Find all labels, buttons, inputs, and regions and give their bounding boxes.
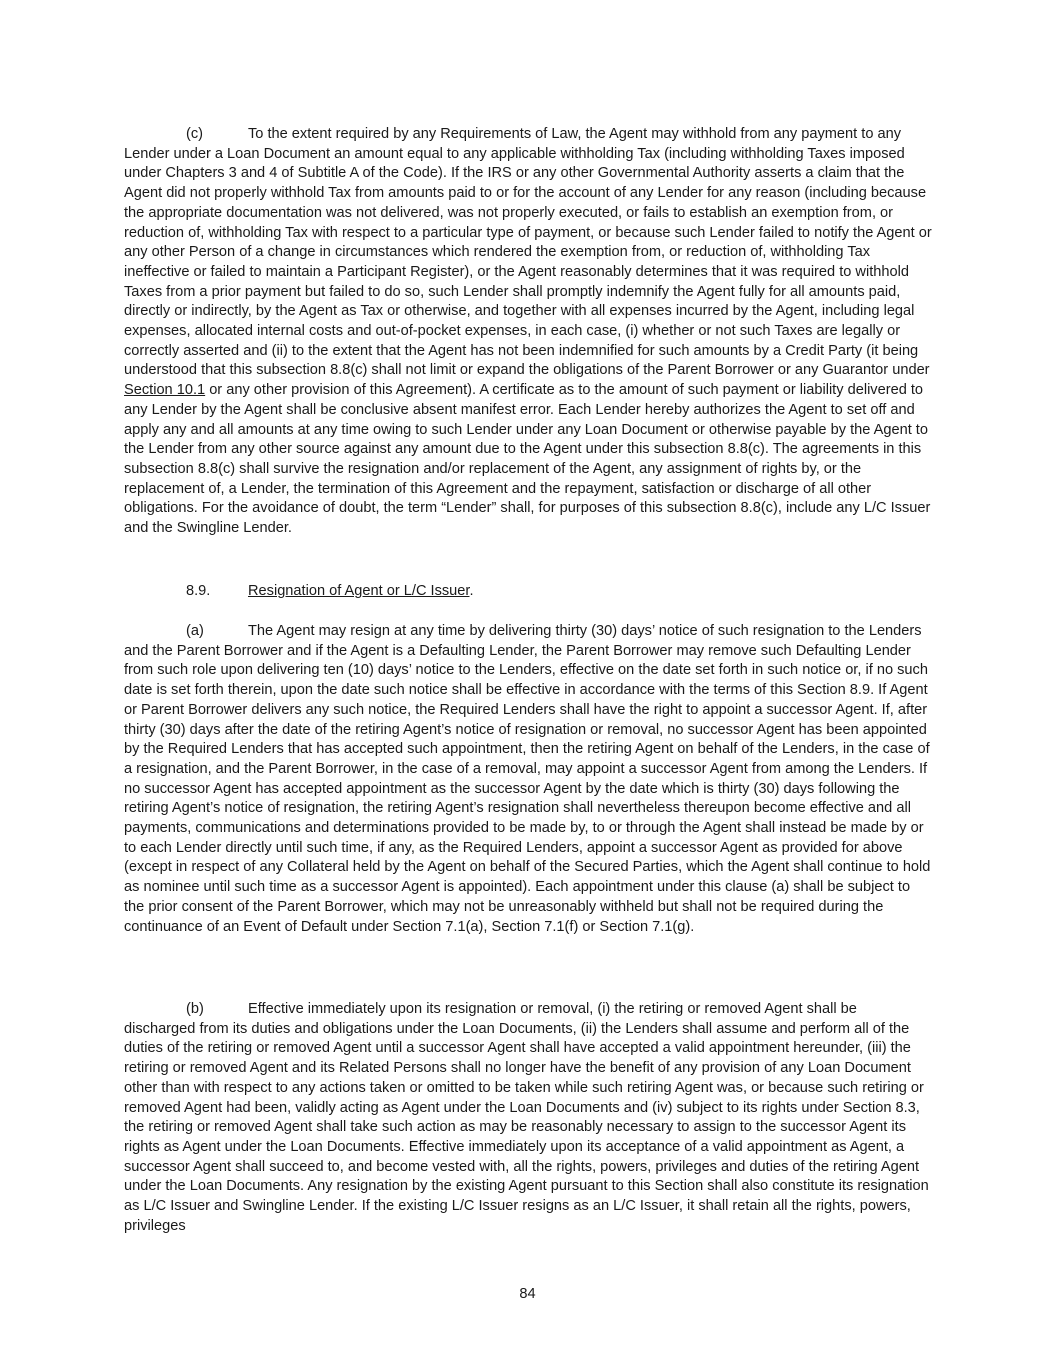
- clause-number: (c): [186, 126, 204, 142]
- clause-number: (a): [186, 623, 204, 639]
- section-heading-8-9: [124, 582, 932, 602]
- section-title: Resignation of Agent or L/C Issuer: [248, 583, 470, 599]
- clause-number: (b): [186, 1001, 204, 1017]
- section-reference-link[interactable]: Section 10.1: [124, 382, 206, 399]
- section-title-suffix: .: [469, 583, 474, 599]
- paragraph-text-continued: or any other provision of this Agreement). A certificate as to the amount of such payment or liability delivered to any Lender by the Agent shall be conclusive absent manifest error. Each Lender hereby authorizes the Agent to set off and apply any and all amounts at any time owing to such Lender under any Loan Document or otherwise payable by the Agent to the Lender from any other source against any amount due to the Agent under this subsection 8.8(c). The agreements in this subsection 8.8(c) shall survive the resignation and/or replacement of the Agent, any assignment of rights by, or the replacement of, a Lender, the termination of this Agreement and the repayment, satisfaction or discharge of all other obligations. For the avoidance of doubt, the term “Lender” shall, for purposes of this subsection 8.8(c), include any L/C Issuer and the Swingline Lender.: [124, 382, 931, 537]
- paragraph-8-8-c: [124, 125, 932, 539]
- paragraph-text: The Agent may resign at any time by delivering thirty (30) days’ notice of such resignation to the Lenders and the Parent Borrower and if the Agent is a Defaulting Lender, the Parent Borrower may remove such Defaulting Lender from such role upon delivering ten (10) days’ notice to the Lenders, effective on the date set forth in such notice or, if no such date is set forth therein, upon the date such notice shall be effective in accordance with the terms of this Section 8.9. If Agent or Parent Borrower delivers any such notice, the Required Lenders shall have the right to appoint a successor Agent. If, after thirty (30) days after the date of the retiring Agent’s notice of resignation or removal, no successor Agent has been appointed by the Required Lenders that has accepted such appointment, then the retiring Agent on behalf of the Lenders, in the case of a resignation, and the Parent Borrower, in the case of a removal, may appoint a successor Agent from among the Lenders. If no successor Agent has accepted appointment as the successor Agent by the date which is thirty (30) days following the retiring Agent’s notice of resignation, the retiring Agent’s resignation shall nevertheless thereupon become effective and all payments, communications and determinations provided to be made by, to or through the Agent shall instead be made by or to each Lender directly until such time, if any, as the Required Lenders, appoint a successor Agent as provided for above (except in respect of any Collateral held by the Agent on behalf of the Secured Parties, which the Agent shall continue to hold as nominee until such time as a successor Agent is appointed). Each appointment under this clause (a) shall be subject to the prior consent of the Parent Borrower, which may not be unreasonably withheld but shall not be required during the continuance of an Event of Default under Section 7.1(a), Section 7.1(f) or Section 7.1(g).: [124, 623, 931, 935]
- paragraph-8-9-b: [124, 1000, 932, 1236]
- paragraph-text: To the extent required by any Requirements of Law, the Agent may withhold from any payment to any Lender under a Loan Document an amount equal to any applicable withholding Tax (including withholding Taxes imposed under Chapters 3 and 4 of Subtitle A of the Code). If the IRS or any other Governmental Authority asserts a claim that the Agent did not properly withhold Tax from amounts paid to or for the account of any Lender for any reason (including because the appropriate documentation was not delivered, was not properly executed, or fails to establish an exemption from, or reduction of, withholding Tax with respect to a particular type of payment, or because such Lender failed to notify the Agent or any other Person of a change in circumstances which rendered the exemption from, or reduction of, withholding Tax ineffective or failed to maintain a Participant Register), or the Agent reasonably determines that it was required to withhold Taxes from a prior payment but failed to do so, such Lender shall promptly indemnify the Agent fully for all amounts paid, directly or indirectly, by the Agent as Tax or otherwise, and together with all expenses incurred by the Agent, including legal expenses, allocated internal costs and out-of-pocket expenses, in each case, (i) whether or not such Taxes are legally or correctly asserted and (ii) to the extent that the Agent has not been indemnified for such amounts by a Credit Party (it being understood that this subsection 8.8(c) shall not limit or expand the obligations of the Parent Borrower or any Guarantor under: [124, 126, 932, 379]
- section-number: 8.9.: [186, 583, 211, 599]
- paragraph-8-9-a: [124, 622, 932, 937]
- page-number: 84: [519, 1286, 536, 1302]
- paragraph-text: Effective immediately upon its resignation or removal, (i) the retiring or removed Agent shall be discharged from its duties and obligations under the Loan Documents, (ii) the Lenders shall assume and perform all of the duties of the retiring or removed Agent until a successor Agent shall have accepted a valid appointment hereunder, (iii) the retiring or removed Agent and its Related Persons shall no longer have the benefit of any provision of any Loan Document other than with respect to any actions taken or omitted to be taken while such retiring Agent was, or because such retiring or removed Agent had been, validly acting as Agent under the Loan Documents and (iv) subject to its rights under Section 8.3, the retiring or removed Agent shall take such action as may be reasonably necessary to assign to the successor Agent its rights as Agent under the Loan Documents. Effective immediately upon its acceptance of a valid appointment as Agent, a successor Agent shall succeed to, and become vested with, all the rights, powers, privileges and duties of the retiring Agent under the Loan Documents. Any resignation by the existing Agent pursuant to this Section shall also constitute its resignation as L/C Issuer and Swingline Lender. If the existing L/C Issuer resigns as an L/C Issuer, it shall retain all the rights, powers, privileges: [124, 1001, 929, 1234]
